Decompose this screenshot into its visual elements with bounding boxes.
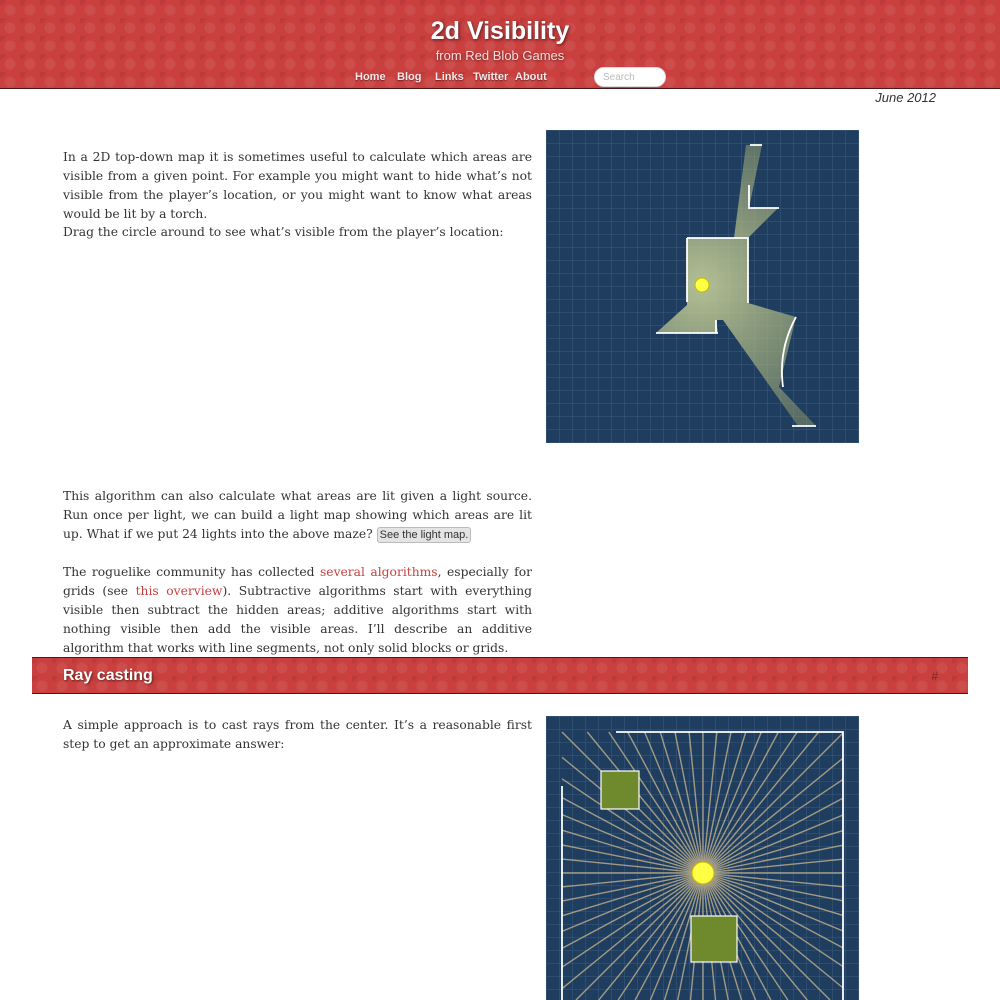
site-header (0, 0, 1000, 89)
light-map-text: This algorithm can also calculate what areas are lit given a light source. Run once per light, we can build a light map showing which areas are lit up. What if we put 24 lights into the above maze? (63, 489, 532, 541)
nav-blog[interactable]: Blog (397, 71, 422, 83)
light-map-paragraph (63, 487, 532, 544)
roguelike-text-end: ). Subtractive algorithms start with everything visible then subtract the hidden areas; additive algorithms start with nothing visible then add the visible areas. I’ll describe an additive algorithm that works with line segments, not only solid blocks or grids. (63, 584, 533, 655)
site-subtitle[interactable]: from Red Blob Games (435, 48, 565, 63)
publish-date: June 2012 (875, 90, 936, 105)
intro-paragraph: In a 2D top-down map it is sometimes useful to calculate which areas are visible from a given point. For example you might want to hide what’s not visible from the player’s location, or you might want to know what areas would be lit by a torch. (63, 150, 532, 221)
obstacle-block-lower (691, 916, 737, 962)
section-header-ray-casting (32, 657, 968, 694)
section-anchor-link[interactable]: # (931, 669, 938, 683)
site-title[interactable]: 2d Visibility (430, 17, 570, 45)
roguelike-text-start: The roguelike community has collected (63, 565, 320, 579)
nav-home[interactable]: Home (355, 71, 386, 83)
ray-casting-paragraph: A simple approach is to cast rays from the center. It’s a reasonable first step to get an approximate answer: (63, 718, 532, 751)
obstacle-block-upper (601, 771, 639, 809)
section-title: Ray casting (63, 667, 153, 684)
roguelike-paragraph (63, 563, 532, 658)
nav-twitter[interactable]: Twitter (473, 71, 509, 83)
this-overview-link[interactable]: this overview (135, 584, 223, 598)
nav-about[interactable]: About (515, 71, 547, 83)
light-source-circle[interactable] (692, 862, 714, 884)
roguelike-text-middle: , especially for grids (see (63, 565, 533, 598)
drag-instruction: Drag the circle around to see what’s visible from the player’s location: (63, 225, 504, 239)
visibility-demo-diagram[interactable] (546, 130, 859, 443)
search-input[interactable] (594, 67, 666, 87)
see-light-map-button[interactable]: See the light map. (377, 527, 472, 543)
ray-casting-diagram[interactable] (546, 716, 859, 1000)
nav-links[interactable]: Links (435, 71, 464, 83)
player-circle[interactable] (695, 278, 709, 292)
several-algorithms-link[interactable]: several algorithms (319, 565, 438, 579)
